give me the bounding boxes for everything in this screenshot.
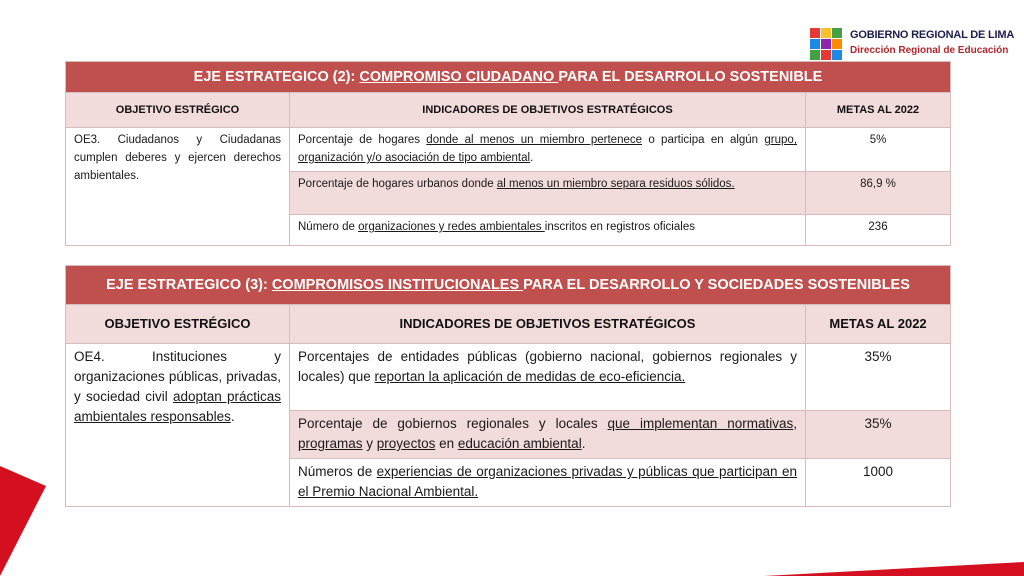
meta-cell: 35% (806, 344, 951, 411)
objective-cell: OE4. Instituciones y organizaciones públicas, privadas, y sociedad civil adoptan prácticas ambientales responsables. (66, 344, 290, 507)
regional-emblem-icon (808, 26, 844, 62)
meta-cell: 35% (806, 411, 951, 459)
eje-estrategico-3-table (65, 265, 951, 507)
decorative-red-strip (764, 562, 1024, 576)
indicator-cell: Porcentaje de hogares urbanos donde al menos un miembro separa residuos sólidos. (290, 172, 806, 215)
gobierno-regional-logo (808, 26, 1015, 66)
header-metas: METAS AL 2022 (806, 93, 951, 128)
indicator-cell: Número de organizaciones y redes ambientales inscritos en registros oficiales (290, 215, 806, 246)
objective-cell: OE3. Ciudadanos y Ciudadanas cumplen deberes y ejercen derechos ambientales. (66, 128, 290, 246)
logo-title: GOBIERNO REGIONAL DE LIMA (850, 29, 1015, 41)
eje-3-title: EJE ESTRATEGICO (3): COMPROMISOS INSTITUCIONALES PARA EL DESARROLLO Y SOCIEDADES SOSTENIBLES (66, 266, 951, 305)
decorative-red-triangle (0, 466, 46, 576)
header-objetivo: OBJETIVO ESTRÉGICO (66, 305, 290, 344)
header-metas: METAS AL 2022 (806, 305, 951, 344)
meta-cell: 5% (806, 128, 951, 172)
table-row (66, 344, 951, 411)
indicator-cell: Porcentaje de gobiernos regionales y locales que implementan normativas, programas y proyectos en educación ambiental. (290, 411, 806, 459)
indicator-cell: Números de experiencias de organizaciones privadas y públicas que participan en el Premio Nacional Ambiental. (290, 459, 806, 507)
header-indicadores: INDICADORES DE OBJETIVOS ESTRATÉGICOS (290, 93, 806, 128)
header-objetivo: OBJETIVO ESTRÉGICO (66, 93, 290, 128)
logo-subtitle: Dirección Regional de Educación (850, 45, 1009, 56)
eje-2-title: EJE ESTRATEGICO (2): COMPROMISO CIUDADANO PARA EL DESARROLLO SOSTENIBLE (66, 62, 951, 93)
header-indicadores: INDICADORES DE OBJETIVOS ESTRATÉGICOS (290, 305, 806, 344)
eje-estrategico-2-table (65, 61, 951, 246)
indicator-cell: Porcentaje de hogares donde al menos un miembro pertenece o participa en algún grupo, organización y/o asociación de tipo ambiental. (290, 128, 806, 172)
meta-cell: 236 (806, 215, 951, 246)
table-row (66, 128, 951, 172)
indicator-cell: Porcentajes de entidades públicas (gobierno nacional, gobiernos regionales y locales) que reportan la aplicación de medidas de eco-eficiencia. (290, 344, 806, 411)
meta-cell: 86,9 % (806, 172, 951, 215)
meta-cell: 1000 (806, 459, 951, 507)
